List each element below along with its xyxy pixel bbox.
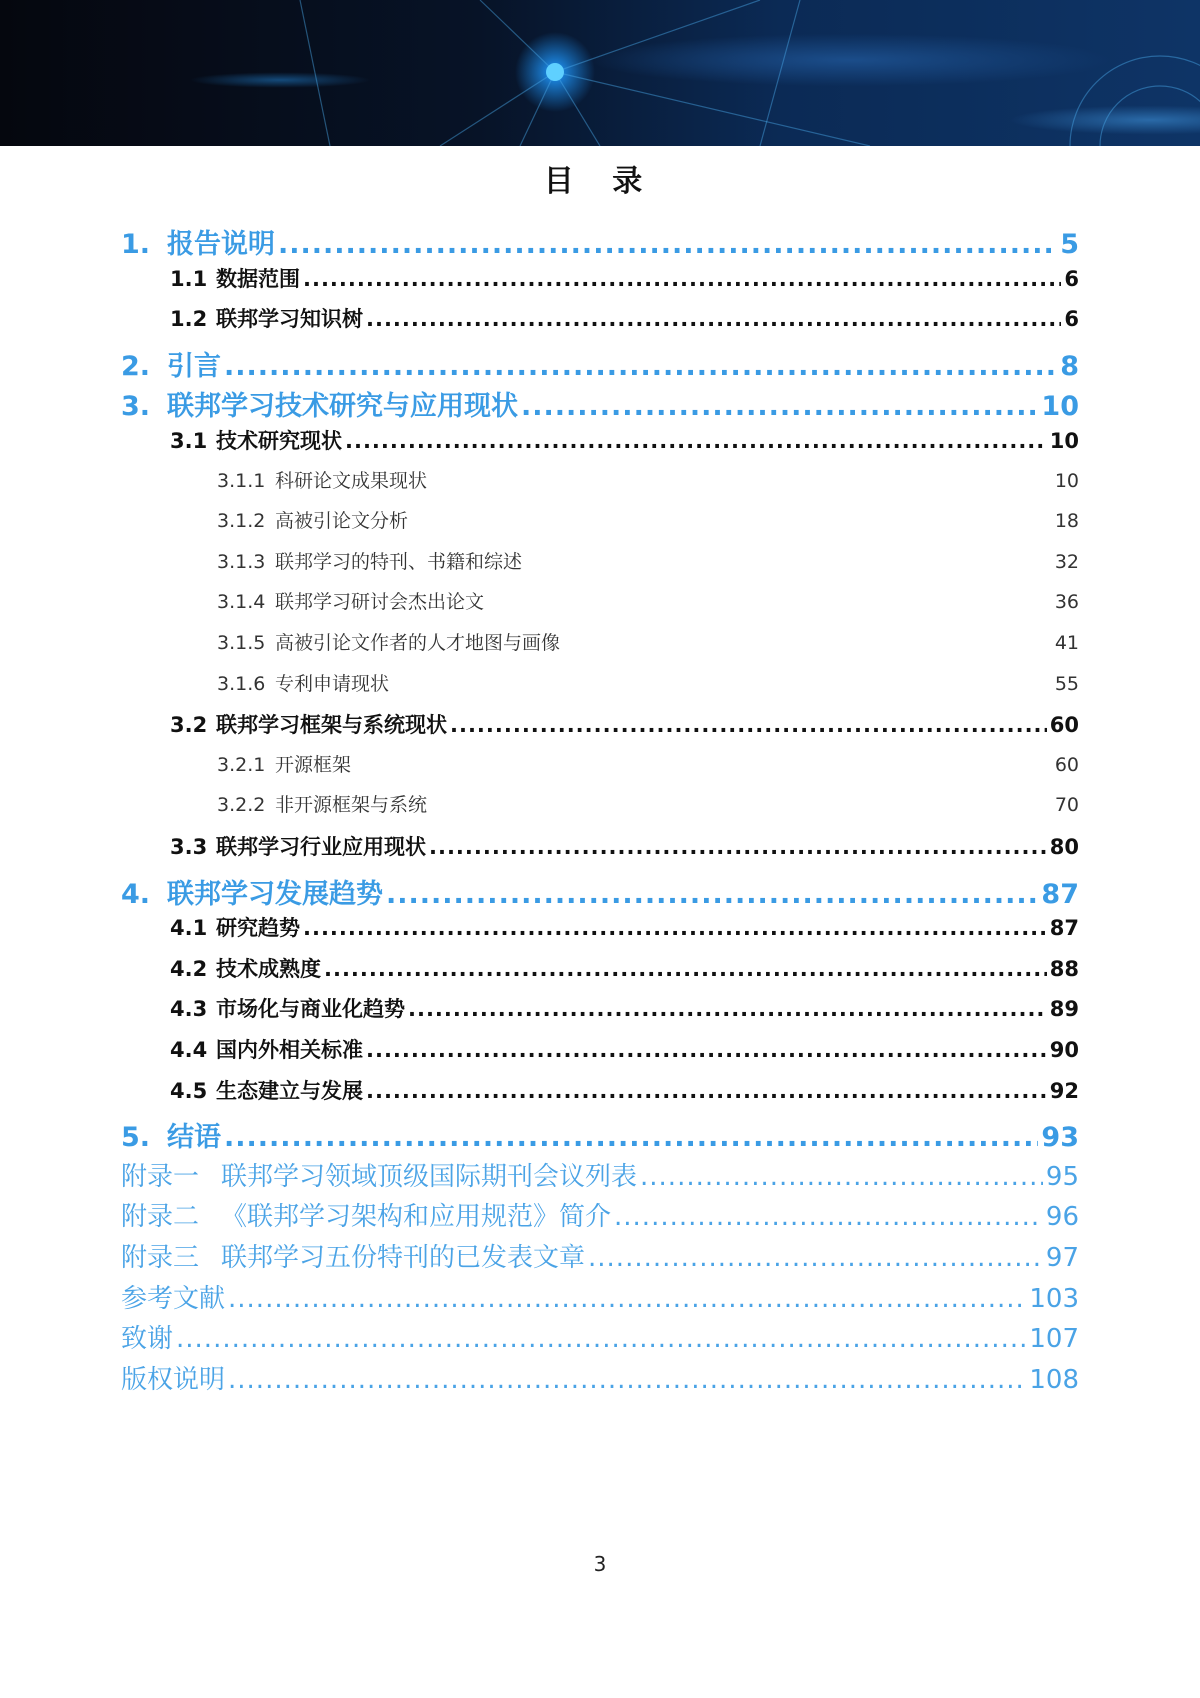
toc-entry-label (121, 872, 383, 911)
dot-leader (450, 713, 1047, 737)
toc-entry-label (217, 790, 427, 817)
toc-entry-page: 18 (1054, 510, 1079, 533)
toc-entry-page: 8 (1060, 350, 1079, 382)
toc-entry-label (170, 709, 447, 739)
toc-entry-label (217, 669, 389, 696)
dot-leader (224, 1122, 1038, 1153)
toc-entry-page: 89 (1049, 997, 1079, 1022)
toc-entry-text: 联邦学习研讨会杰出论文 (275, 591, 485, 614)
toc-entry-label (121, 1115, 221, 1154)
toc-entry-number: 1.1 (170, 266, 208, 291)
dot-leader (640, 1162, 1043, 1192)
toc-entry-number: 附录三 (121, 1243, 200, 1273)
toc-entry[interactable] (170, 953, 1079, 983)
toc-entry-label (121, 1196, 611, 1233)
toc-entry-label (170, 831, 426, 861)
toc-entry-text: 高被引论文作者的人才地图与画像 (275, 632, 561, 654)
dot-leader (224, 351, 1057, 382)
toc-entry-text: 生态建立与发展 (216, 1078, 363, 1103)
toc-entry[interactable] (170, 1034, 1079, 1064)
toc-entry-page: 107 (1029, 1324, 1079, 1355)
toc-entry-page: 80 (1049, 835, 1079, 859)
toc-entry-number: 4.2 (170, 956, 208, 981)
toc-entry[interactable] (217, 628, 1079, 655)
dot-leader (521, 391, 1038, 422)
toc-entry-page: 108 (1029, 1364, 1079, 1395)
toc-entry-label (170, 1075, 363, 1105)
toc-entry-text: 技术研究现状 (216, 429, 342, 453)
toc-entry-page: 93 (1041, 1122, 1079, 1154)
page-number: 3 (593, 1552, 607, 1576)
toc-entry[interactable] (217, 790, 1079, 817)
toc-entry-number: 4.3 (170, 997, 208, 1022)
toc-entry-page: 60 (1049, 713, 1079, 738)
toc-entry-page: 32 (1054, 550, 1079, 573)
dot-leader (614, 1202, 1043, 1232)
toc-entry-page: 96 (1045, 1202, 1079, 1233)
toc-entry-text: 联邦学习行业应用现状 (216, 835, 426, 859)
toc-entry-text: 致谢 (121, 1324, 174, 1355)
toc-entry[interactable] (170, 1075, 1079, 1105)
toc-entry-label (121, 344, 221, 383)
toc-title: 目 录 (543, 164, 657, 199)
toc-entry[interactable] (217, 669, 1079, 696)
toc-entry-text: 结语 (167, 1122, 221, 1154)
toc-entry[interactable] (170, 831, 1079, 861)
toc-entry[interactable] (170, 912, 1079, 942)
toc-entry-number: 4.4 (170, 1038, 208, 1062)
dot-leader (408, 997, 1047, 1021)
toc-entry-page: 6 (1064, 307, 1079, 332)
toc-entry-page: 103 (1029, 1283, 1079, 1314)
toc-entry-text: 联邦学习领域顶级国际期刊会议列表 (221, 1161, 638, 1192)
toc-entry-number: 附录一 (121, 1161, 200, 1192)
toc-entry-number: 3.1.3 (217, 550, 266, 573)
toc-entry-text: 参考文献 (121, 1283, 226, 1314)
toc-entry-page: 10 (1049, 429, 1079, 453)
toc-entry-text: 报告说明 (167, 229, 275, 260)
dot-leader (386, 879, 1038, 910)
toc-entry-text: 国内外相关标准 (216, 1038, 363, 1062)
dot-leader (366, 307, 1061, 331)
dot-leader (324, 957, 1047, 981)
toc-entry-number: 2. (121, 350, 151, 382)
toc-entry-label (121, 384, 518, 423)
toc-entry-page: 88 (1049, 956, 1079, 981)
toc-entry-text: 开源框架 (275, 753, 352, 776)
toc-entry-label (170, 303, 363, 333)
toc-entry-text: 联邦学习发展趋势 (167, 878, 383, 910)
toc-entry-text: 专利申请现状 (275, 672, 390, 695)
toc-entry-number: 3.1.2 (217, 510, 266, 533)
toc-entry-number: 1.2 (170, 307, 208, 332)
toc-entry-text: 联邦学习框架与系统现状 (216, 713, 447, 738)
toc-entry-label (121, 1237, 585, 1274)
toc-entry[interactable] (217, 587, 1079, 614)
toc-entry-label (121, 1359, 225, 1396)
toc-entry-label (121, 1318, 173, 1355)
toc-entry-page: 60 (1054, 753, 1079, 776)
toc-entry-label (217, 466, 427, 493)
dot-leader (345, 429, 1047, 453)
toc-entry-page: 70 (1054, 794, 1079, 817)
toc-entry[interactable] (217, 506, 1079, 533)
toc-entry[interactable] (121, 222, 1079, 261)
toc-entry[interactable] (170, 709, 1079, 739)
toc-entry-number: 1. (121, 229, 151, 260)
toc-entry-label (217, 587, 484, 614)
toc-entry-number: 3.1.4 (217, 591, 266, 614)
toc-entry-page: 90 (1049, 1038, 1079, 1062)
toc-entry-number: 3.1.5 (217, 632, 266, 654)
toc-entry-number: 3.1.6 (217, 672, 266, 695)
dot-leader (228, 1365, 1026, 1395)
toc-entry-label (121, 1278, 225, 1315)
toc-entry-page: 5 (1060, 229, 1079, 260)
toc-entry-text: 联邦学习知识树 (216, 307, 363, 332)
toc-entry[interactable] (121, 872, 1079, 911)
toc-entry-text: 引言 (167, 350, 221, 382)
header-banner-image (0, 0, 1200, 146)
dot-leader (366, 1038, 1047, 1062)
toc-entry-number: 3.2.2 (217, 794, 266, 817)
dot-leader (228, 1284, 1026, 1314)
toc-entry-number: 3. (121, 391, 151, 423)
toc-entry-number: 4.5 (170, 1078, 208, 1103)
toc-entry-label (217, 750, 351, 777)
dot-leader (303, 916, 1047, 940)
toc-entry[interactable] (170, 303, 1079, 333)
toc-entry[interactable] (217, 547, 1079, 574)
toc-entry-text: 市场化与商业化趋势 (216, 997, 405, 1022)
toc-entry-text: 《联邦学习架构和应用规范》简介 (221, 1202, 612, 1233)
dot-leader (429, 835, 1047, 859)
toc-entry[interactable] (121, 1196, 1079, 1233)
toc-entry-page: 41 (1054, 632, 1079, 654)
toc-entry-text: 高被引论文分析 (275, 510, 409, 533)
toc-entry-page: 10 (1041, 391, 1079, 423)
toc-entry-text: 技术成熟度 (216, 956, 321, 981)
toc-entry[interactable] (121, 1237, 1079, 1274)
toc-entry-label (170, 953, 321, 983)
toc-entry-page: 97 (1045, 1243, 1079, 1273)
toc-entry-text: 非开源框架与系统 (275, 794, 428, 817)
toc-entry-number: 3.2 (170, 713, 208, 738)
toc-entry[interactable] (170, 263, 1079, 293)
dot-leader (303, 267, 1061, 291)
toc-entry[interactable] (121, 384, 1079, 423)
toc-entry-label (170, 993, 405, 1023)
toc-entry-number: 3.2.1 (217, 753, 266, 776)
toc-entry[interactable] (170, 993, 1079, 1023)
toc-entry-label (217, 628, 560, 655)
toc-entry-page: 87 (1049, 916, 1079, 941)
toc-entry-page: 87 (1041, 878, 1079, 910)
toc-entry-label (170, 1034, 363, 1064)
toc-entry-page: 55 (1054, 672, 1079, 695)
toc-entry-label (170, 425, 342, 455)
network-graphic (0, 0, 1200, 146)
toc-entry[interactable] (217, 466, 1079, 493)
toc-entry-number: 4.1 (170, 916, 208, 941)
toc-entry-text: 联邦学习技术研究与应用现状 (167, 391, 518, 423)
toc-entry-text: 联邦学习的特刊、书籍和综述 (275, 550, 523, 573)
toc-entry-number: 3.3 (170, 835, 208, 859)
dot-leader (176, 1324, 1026, 1354)
toc-entry-page: 6 (1064, 266, 1079, 291)
toc-entry-label (217, 547, 522, 574)
toc-entry[interactable] (170, 425, 1079, 455)
toc-entry-number: 3.1.1 (217, 469, 266, 492)
toc-entry-text: 联邦学习五份特刊的已发表文章 (221, 1243, 586, 1273)
dot-leader (366, 1079, 1047, 1103)
toc-entry[interactable] (121, 1359, 1079, 1396)
toc-entry[interactable] (217, 750, 1079, 777)
toc-entry[interactable] (121, 344, 1079, 383)
toc-entry-page: 10 (1054, 469, 1079, 492)
toc-entry-label (170, 912, 300, 942)
toc-entry-text: 科研论文成果现状 (275, 469, 428, 492)
toc-entry-label (170, 263, 300, 293)
toc-entry-number: 3.1 (170, 429, 208, 453)
toc-entry[interactable] (121, 1318, 1079, 1355)
toc-entry[interactable] (121, 1156, 1079, 1193)
toc-entry-number: 5. (121, 1122, 151, 1154)
toc-entry-number: 4. (121, 878, 151, 910)
toc-entry-label (217, 506, 408, 533)
toc-entry-label (121, 222, 275, 261)
toc-entry-text: 数据范围 (216, 266, 300, 291)
toc-entry-label (121, 1156, 637, 1193)
toc-entry-page: 92 (1049, 1078, 1079, 1103)
dot-leader (588, 1243, 1043, 1273)
toc-entry[interactable] (121, 1115, 1079, 1154)
toc-entry[interactable] (121, 1278, 1079, 1315)
toc-entry-text: 版权说明 (121, 1364, 226, 1395)
toc-entry-number: 附录二 (121, 1202, 200, 1233)
toc-entry-text: 研究趋势 (216, 916, 300, 941)
toc-entry-page: 95 (1045, 1161, 1079, 1192)
toc-entry-page: 36 (1054, 591, 1079, 614)
dot-leader (278, 229, 1057, 260)
